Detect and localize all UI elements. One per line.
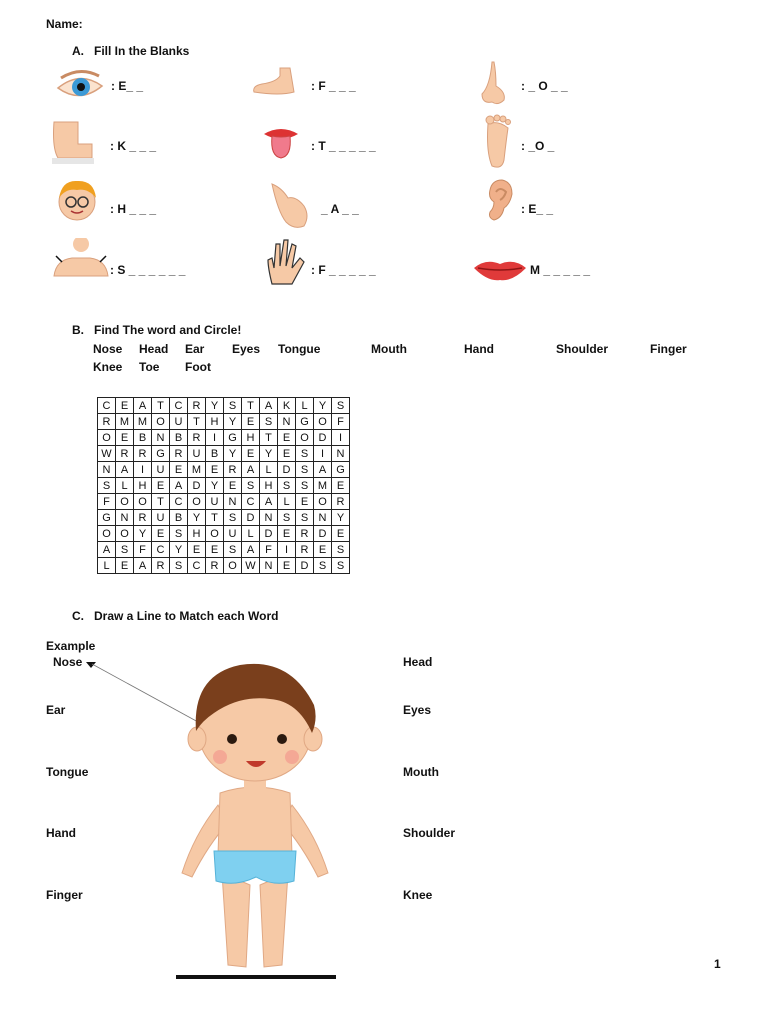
grid-cell: O — [116, 526, 134, 542]
grid-cell: R — [134, 510, 152, 526]
grid-cell: O — [224, 558, 242, 574]
grid-cell: A — [260, 398, 278, 414]
grid-cell: H — [188, 526, 206, 542]
blank-shoulder: : S _ _ _ _ _ _ — [110, 263, 186, 277]
grid-cell: R — [206, 558, 224, 574]
grid-cell: Y — [332, 510, 350, 526]
word-list-item: Hand — [464, 342, 494, 356]
grid-cell: Y — [314, 398, 332, 414]
grid-cell: Y — [260, 446, 278, 462]
grid-cell: C — [242, 494, 260, 510]
grid-cell: S — [296, 510, 314, 526]
example-label: Example — [46, 639, 96, 653]
right-word: Shoulder — [403, 826, 456, 840]
word-list-item: Head — [139, 342, 169, 356]
blank-mouth: M _ _ _ _ _ — [530, 263, 591, 277]
grid-cell: E — [278, 558, 296, 574]
grid-cell: L — [296, 398, 314, 414]
grid-cell: D — [314, 430, 332, 446]
blank-finger: : F _ _ _ _ _ — [311, 263, 376, 277]
grid-cell: Y — [134, 526, 152, 542]
left-word: Tongue — [46, 765, 89, 779]
word-list-item: Tongue — [278, 342, 321, 356]
blank-ear: : E_ _ — [521, 202, 554, 216]
grid-cell: S — [296, 446, 314, 462]
grid-cell: E — [116, 558, 134, 574]
grid-cell: R — [188, 398, 206, 414]
word-list-item: Nose — [93, 342, 123, 356]
grid-cell: G — [296, 414, 314, 430]
finger-icon — [262, 238, 308, 286]
grid-cell: O — [296, 430, 314, 446]
grid-cell: B — [134, 430, 152, 446]
grid-cell: H — [242, 430, 260, 446]
grid-cell: U — [224, 526, 242, 542]
blank-toe: : _O _ — [521, 139, 555, 153]
grid-cell: C — [170, 494, 188, 510]
grid-cell: E — [332, 478, 350, 494]
grid-cell: N — [332, 446, 350, 462]
blank-eye: : E_ _ — [111, 79, 144, 93]
grid-cell: S — [170, 558, 188, 574]
grid-cell: S — [296, 462, 314, 478]
grid-cell: T — [152, 494, 170, 510]
grid-cell: S — [332, 398, 350, 414]
word-list-item: Knee — [93, 360, 123, 374]
word-list-item: Foot — [185, 360, 211, 374]
grid-cell: D — [242, 510, 260, 526]
grid-cell: I — [206, 430, 224, 446]
grid-cell: N — [224, 494, 242, 510]
grid-cell: R — [296, 542, 314, 558]
grid-cell: B — [206, 446, 224, 462]
grid-cell: S — [224, 398, 242, 414]
grid-cell: S — [278, 478, 296, 494]
grid-cell: E — [170, 462, 188, 478]
grid-cell: D — [260, 526, 278, 542]
grid-cell: S — [116, 542, 134, 558]
blank-tongue: : T _ _ _ _ _ — [311, 139, 376, 153]
grid-cell: O — [206, 526, 224, 542]
grid-cell: S — [224, 542, 242, 558]
grid-cell: E — [152, 478, 170, 494]
left-word: Ear — [46, 703, 66, 717]
word-search-grid — [97, 397, 350, 574]
grid-cell: A — [260, 494, 278, 510]
grid-cell: S — [278, 510, 296, 526]
grid-cell: A — [242, 462, 260, 478]
grid-row — [98, 414, 350, 430]
boy-body-illustration — [170, 655, 340, 985]
grid-cell: Y — [224, 446, 242, 462]
word-list-item: Toe — [139, 360, 160, 374]
grid-cell: R — [332, 494, 350, 510]
right-word: Knee — [403, 888, 433, 902]
left-word: Finger — [46, 888, 83, 902]
grid-row — [98, 462, 350, 478]
grid-cell: W — [242, 558, 260, 574]
section-c-title: C. Draw a Line to Match each Word — [72, 609, 279, 623]
grid-cell: G — [224, 430, 242, 446]
grid-cell: N — [260, 558, 278, 574]
word-list-item: Mouth — [371, 342, 407, 356]
grid-cell: A — [314, 462, 332, 478]
grid-row — [98, 478, 350, 494]
grid-cell: N — [98, 462, 116, 478]
blank-nose: : _ O _ _ — [521, 79, 568, 93]
grid-cell: M — [314, 478, 332, 494]
grid-cell: E — [224, 478, 242, 494]
grid-cell: L — [98, 558, 116, 574]
ear-icon — [484, 178, 514, 222]
grid-cell: E — [314, 542, 332, 558]
grid-cell: C — [188, 558, 206, 574]
grid-cell: D — [188, 478, 206, 494]
grid-cell: U — [152, 462, 170, 478]
left-word: Hand — [46, 826, 76, 840]
section-a-title: A. Fill In the Blanks — [72, 44, 190, 58]
grid-row — [98, 558, 350, 574]
grid-row — [98, 510, 350, 526]
grid-cell: F — [98, 494, 116, 510]
grid-cell: C — [98, 398, 116, 414]
grid-cell: E — [296, 494, 314, 510]
grid-cell: O — [116, 494, 134, 510]
grid-cell: A — [116, 462, 134, 478]
grid-cell: F — [260, 542, 278, 558]
grid-cell: B — [170, 430, 188, 446]
blank-head: : H _ _ _ — [110, 202, 157, 216]
knee-icon — [48, 118, 96, 166]
grid-cell: L — [242, 526, 260, 542]
grid-cell: I — [314, 446, 332, 462]
grid-cell: A — [242, 542, 260, 558]
grid-cell: C — [152, 542, 170, 558]
grid-cell: E — [206, 462, 224, 478]
grid-cell: Y — [188, 510, 206, 526]
right-word: Head — [403, 655, 433, 669]
name-label: Name: — [46, 17, 83, 31]
grid-cell: S — [98, 478, 116, 494]
grid-cell: I — [134, 462, 152, 478]
grid-cell: R — [188, 430, 206, 446]
grid-cell: H — [134, 478, 152, 494]
grid-cell: N — [260, 510, 278, 526]
grid-cell: T — [260, 430, 278, 446]
blank-foot: : F _ _ _ — [311, 79, 356, 93]
word-list-item: Eyes — [232, 342, 261, 356]
grid-cell: S — [314, 558, 332, 574]
grid-cell: W — [98, 446, 116, 462]
grid-row — [98, 542, 350, 558]
grid-cell: S — [296, 478, 314, 494]
grid-cell: K — [278, 398, 296, 414]
grid-cell: A — [98, 542, 116, 558]
grid-cell: D — [296, 558, 314, 574]
grid-cell: R — [134, 446, 152, 462]
grid-row — [98, 446, 350, 462]
shoulder-icon — [52, 238, 110, 278]
grid-cell: H — [260, 478, 278, 494]
grid-cell: S — [332, 542, 350, 558]
grid-cell: L — [278, 494, 296, 510]
grid-cell: F — [134, 542, 152, 558]
grid-cell: T — [242, 398, 260, 414]
grid-cell: Y — [170, 542, 188, 558]
eye-icon — [55, 68, 105, 104]
grid-cell: O — [98, 526, 116, 542]
grid-cell: T — [206, 510, 224, 526]
grid-cell: U — [170, 414, 188, 430]
grid-cell: R — [296, 526, 314, 542]
grid-cell: Y — [224, 414, 242, 430]
foot-icon — [250, 66, 300, 98]
nose-icon — [478, 60, 508, 106]
grid-cell: E — [116, 430, 134, 446]
grid-cell: N — [152, 430, 170, 446]
hand-icon — [268, 180, 312, 232]
grid-cell: R — [98, 414, 116, 430]
grid-cell: M — [116, 414, 134, 430]
grid-cell: O — [314, 414, 332, 430]
grid-cell: A — [134, 558, 152, 574]
grid-cell: Y — [206, 478, 224, 494]
grid-cell: E — [152, 526, 170, 542]
grid-cell: O — [98, 430, 116, 446]
grid-cell: N — [278, 414, 296, 430]
grid-cell: E — [116, 398, 134, 414]
right-word: Mouth — [403, 765, 439, 779]
example-word: Nose — [53, 655, 83, 669]
grid-cell: E — [332, 526, 350, 542]
grid-cell: R — [152, 558, 170, 574]
grid-cell: S — [224, 510, 242, 526]
grid-cell: S — [242, 478, 260, 494]
grid-cell: E — [278, 446, 296, 462]
grid-cell: M — [188, 462, 206, 478]
grid-cell: R — [116, 446, 134, 462]
grid-cell: R — [170, 446, 188, 462]
head-icon — [52, 176, 102, 222]
grid-cell: S — [260, 414, 278, 430]
grid-cell: T — [152, 398, 170, 414]
grid-cell: L — [116, 478, 134, 494]
grid-cell: E — [278, 526, 296, 542]
grid-cell: E — [242, 414, 260, 430]
blank-knee: : K _ _ _ — [110, 139, 157, 153]
grid-cell: E — [188, 542, 206, 558]
grid-cell: S — [170, 526, 188, 542]
grid-cell: G — [98, 510, 116, 526]
page-number: 1 — [714, 957, 721, 971]
grid-cell: E — [242, 446, 260, 462]
grid-cell: R — [224, 462, 242, 478]
grid-cell: B — [170, 510, 188, 526]
grid-cell: Y — [206, 398, 224, 414]
blank-hand: _ A _ _ — [321, 202, 359, 216]
mouth-icon — [472, 256, 528, 282]
word-list-item: Shoulder — [556, 342, 609, 356]
word-list-item: Ear — [185, 342, 205, 356]
grid-cell: T — [188, 414, 206, 430]
grid-row — [98, 526, 350, 542]
grid-cell: I — [332, 430, 350, 446]
tongue-icon — [262, 124, 300, 160]
grid-row — [98, 494, 350, 510]
grid-cell: O — [134, 494, 152, 510]
grid-cell: O — [152, 414, 170, 430]
grid-cell: E — [206, 542, 224, 558]
grid-cell: H — [206, 414, 224, 430]
word-list-item: Finger — [650, 342, 687, 356]
section-b-title: B. Find The word and Circle! — [72, 323, 242, 337]
grid-row — [98, 430, 350, 446]
grid-cell: U — [152, 510, 170, 526]
grid-cell: O — [188, 494, 206, 510]
grid-cell: M — [134, 414, 152, 430]
grid-cell: A — [170, 478, 188, 494]
grid-cell: F — [332, 414, 350, 430]
right-word: Eyes — [403, 703, 432, 717]
grid-cell: N — [314, 510, 332, 526]
grid-cell: G — [152, 446, 170, 462]
grid-cell: L — [260, 462, 278, 478]
grid-cell: C — [170, 398, 188, 414]
grid-cell: D — [314, 526, 332, 542]
grid-row — [98, 398, 350, 414]
grid-cell: N — [116, 510, 134, 526]
grid-cell: E — [278, 430, 296, 446]
grid-cell: O — [314, 494, 332, 510]
grid-cell: A — [134, 398, 152, 414]
grid-cell: S — [332, 558, 350, 574]
toe-icon — [480, 112, 514, 170]
grid-cell: U — [188, 446, 206, 462]
grid-cell: U — [206, 494, 224, 510]
grid-cell: D — [278, 462, 296, 478]
grid-cell: G — [332, 462, 350, 478]
grid-cell: I — [278, 542, 296, 558]
